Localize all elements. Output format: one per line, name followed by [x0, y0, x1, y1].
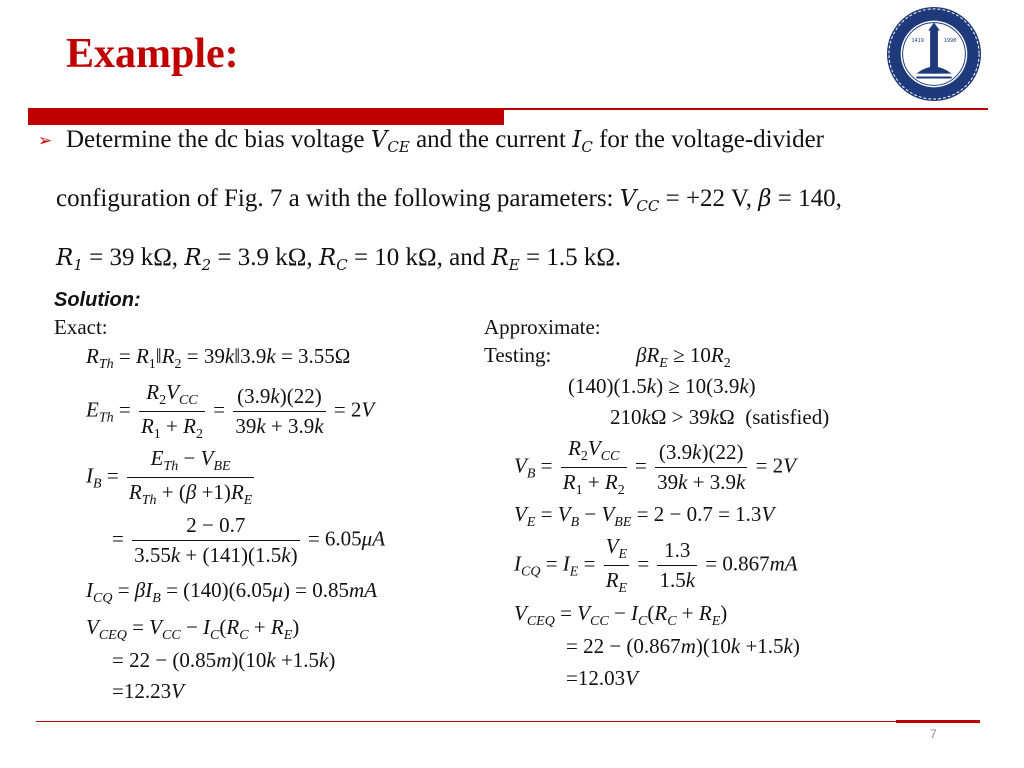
equation-rth: $R_{Th}$ = $R_1‖R_2$ = 39k‖3.9k = 3.55Ω — [86, 344, 351, 372]
equation-vceq-approx: $V_{CEQ} = V_{CC} - I_C(R_C + R_E)$ — [514, 601, 728, 629]
equation-test-condition: $\beta R_E \ge 10R_2$ — [636, 343, 731, 371]
equation-icq: $I_{CQ} = \beta I_B = (140)(6.05\mu) = 0.85mA$ — [86, 578, 378, 606]
equation-ib: $I_B$ = $\frac{E_{Th} - V_{BE}}{R_{Th} + (\beta +1)R_E}$ — [86, 446, 253, 508]
equation-icq-approx: $I_{CQ} = I_E$ = $\frac{V_E}{R_E}$ = $\frac{1.3}{1.5k}$ = 0.867mA — [514, 534, 798, 596]
equation-vceq-sub: = 22 − (0.85m)(10k +1.5k) — [112, 648, 336, 672]
page-number: 7 — [930, 727, 937, 741]
equation-vceq-result: =12.23V — [112, 679, 184, 703]
equation-eth: $E_{Th}$ = $\frac{R_2V_{CC}}{R_1 + R_2}$ = $\frac{(3.9k)(22)}{39k + 3.9k}$ = 2V — [86, 380, 375, 442]
footer-accent — [896, 720, 980, 723]
approximate-label: Approximate: — [484, 315, 601, 339]
bullet-arrow-icon: ➢ — [38, 131, 53, 150]
solution-heading: Solution: — [54, 289, 141, 311]
svg-text:1419: 1419 — [911, 38, 924, 45]
svg-text:1998: 1998 — [943, 38, 957, 45]
equation-ve: $V_E = V_B - V_{BE} = 2 - 0.7 = 1.3V$ — [514, 502, 775, 530]
problem-statement: Determine the dc bias voltage $V_{CE}$ and the current $I_C$ for the voltage-divider configuration of Fig. 7 a with the following parameters: $V_{CC} = +22$ V, β = 140, $R_1 = 39$ kΩ, $R_2 = 3.9$ kΩ, $R_C = 10$ kΩ, and $R_E = 1.5$ kΩ. — [56, 126, 842, 274]
equation-vb: $V_B$ = $\frac{R_2V_{CC}}{R_1 + R_2}$ = $\frac{(3.9k)(22)}{39k + 3.9k}$ = 2V — [514, 436, 796, 498]
equation-vceq-approx-result: =12.03V — [566, 666, 638, 690]
equation-vceq: $V_{CEQ} = V_{CC} - I_C(R_C + R_E)$ — [86, 615, 300, 643]
equation-test-result: 210kΩ > 39kΩ (satisfied) — [610, 405, 830, 429]
slide-title: Example: — [66, 31, 239, 77]
header-rule-thin — [504, 108, 988, 110]
exact-label: Exact: — [54, 315, 108, 339]
equation-vceq-approx-sub: = 22 − (0.867m)(10k +1.5k) — [566, 634, 800, 658]
college-seal-logo — [885, 5, 983, 103]
equation-test-values: (140)(1.5k) ≥ 10(3.9k) — [568, 374, 756, 398]
equation-ib-value: = $\frac{2 - 0.7}{3.55k + (141)(1.5k)}$ = 6.05μA — [112, 513, 386, 567]
testing-label: Testing: — [484, 343, 552, 367]
footer-rule — [36, 721, 980, 722]
